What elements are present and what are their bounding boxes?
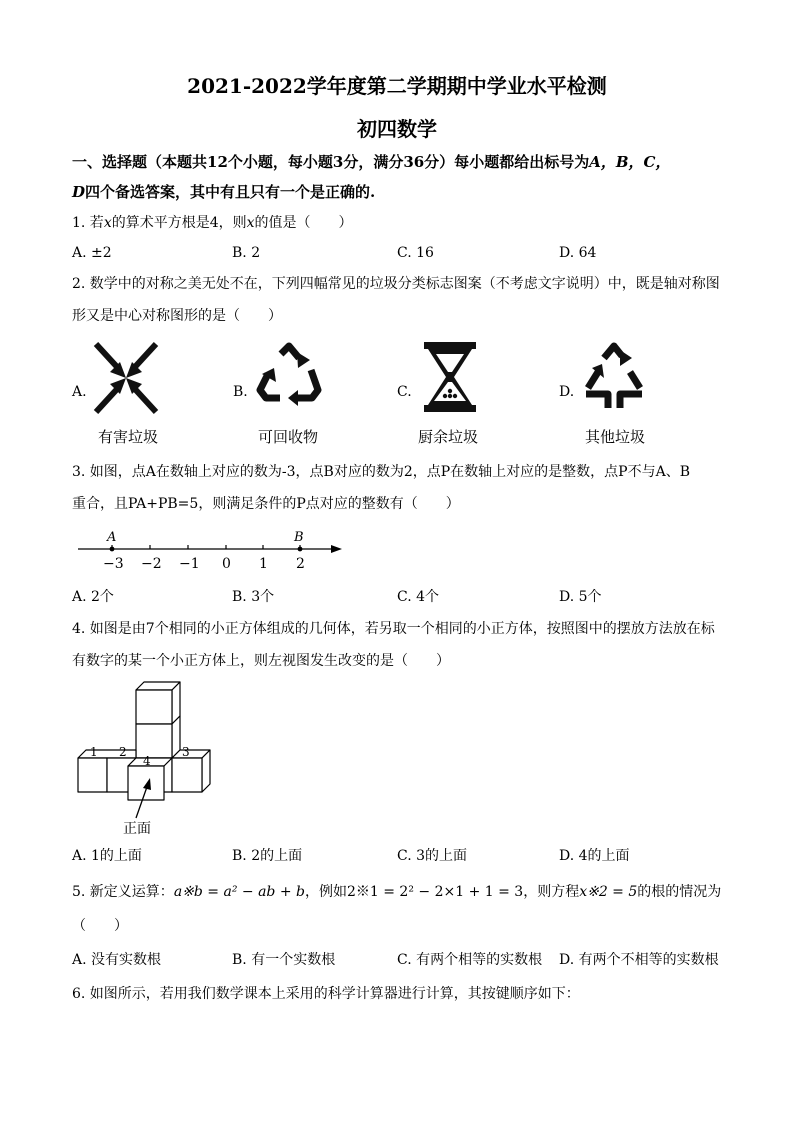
q1-text-a: 1. 若 — [72, 215, 104, 231]
tick-label-neg2: −2 — [141, 556, 162, 572]
number-line-arrow-icon — [331, 545, 342, 553]
q1-option-b: B. 2 — [232, 245, 261, 261]
tick-label-2: 2 — [296, 556, 305, 572]
q5-example: 2※1 = 2² − 2×1 + 1 = 3 — [346, 884, 524, 900]
point-b-label: B — [294, 530, 304, 545]
point-a-dot — [110, 547, 115, 552]
hazardous-waste-icon — [92, 340, 160, 416]
q2-option-a-label: A. — [72, 384, 87, 400]
q5-text-c: ，则方程 — [523, 884, 580, 900]
q1-var-x: x — [103, 215, 112, 231]
question-3-line1: 3. 如图，点A在数轴上对应的数为-3，点B对应的数为2，点P在数轴上对应的是整数，点P不与A、B — [72, 464, 690, 480]
section-heading-line1 — [72, 150, 732, 174]
section-heading-text2: 四个备选答案，其中有且只有一个是正确的. — [85, 183, 376, 201]
question-5-line2: （ ） — [72, 918, 128, 934]
point-b-dot — [298, 547, 303, 552]
exam-subtitle: 初四数学 — [357, 117, 437, 141]
q5-equation: x※2 = 5 — [579, 884, 638, 900]
q1-options — [72, 242, 732, 264]
q1-option-c: C. 16 — [397, 245, 434, 261]
question-4-line1: 4. 如图是由7个相同的小正方体组成的几何体，若另取一个相同的小正方体，按照图中的摆放方法放在标 — [72, 621, 715, 637]
q5-text-a: 5. 新定义运算： — [72, 884, 174, 900]
q3-option-a: A. 2个 — [72, 589, 114, 605]
q5-formula: a※b = a² − ab + b — [173, 884, 305, 900]
point-a-label: A — [107, 530, 117, 545]
q5-option-c: C. 有两个相等的实数根 — [397, 952, 543, 968]
q2-option-b-label: B. — [233, 384, 248, 400]
cube-label-3: 3 — [182, 745, 190, 759]
front-view-label: 正面 — [123, 821, 151, 837]
recyclable-icon — [254, 340, 324, 410]
q5-options — [72, 949, 732, 971]
q4-option-b: B. 2的上面 — [232, 848, 303, 864]
q2-option-d-label: D. — [559, 384, 575, 400]
question-1 — [72, 212, 732, 234]
tick-label-neg3: −3 — [103, 556, 124, 572]
question-4-line2: 有数字的某一个小正方体上，则左视图发生改变的是（ ） — [72, 653, 450, 669]
q5-option-b: B. 有一个实数根 — [232, 952, 336, 968]
q4-options — [72, 845, 732, 867]
cube-label-2: 2 — [119, 745, 127, 759]
q3-option-d: D. 5个 — [559, 589, 602, 605]
question-5-line1 — [72, 881, 732, 903]
kitchen-waste-icon — [420, 340, 480, 414]
q2-option-c-label: C. — [397, 384, 412, 400]
q5-text-d: 的根的情况为 — [637, 884, 722, 900]
q2-caption-b: 可回收物 — [258, 428, 319, 446]
q3-option-c: C. 4个 — [397, 589, 440, 605]
section-heading-letters: A，B，C， — [589, 153, 671, 171]
tick-label-neg1: −1 — [179, 556, 200, 572]
question-3-line2: 重合，且PA+PB=5，则满足条件的P点对应的整数有（ ） — [72, 496, 460, 512]
question-6-line1: 6. 如图所示，若用我们数学课本上采用的科学计算器进行计算，其按键顺序如下： — [72, 986, 580, 1002]
q1-var-x2: x — [246, 215, 255, 231]
cube-stack-figure — [72, 680, 222, 840]
cube-label-1: 1 — [90, 745, 98, 759]
section-heading-letter-d: D — [72, 183, 86, 201]
other-waste-icon — [582, 340, 646, 416]
q1-text-c: 的值是（ ） — [254, 215, 353, 231]
q2-caption-a: 有害垃圾 — [98, 428, 159, 446]
q4-option-c: C. 3的上面 — [397, 848, 468, 864]
tick-label-0: 0 — [222, 556, 231, 572]
exam-title: 2021-2022学年度第二学期期中学业水平检测 — [187, 74, 607, 98]
section-heading-text: 一、选择题（本题共12个小题，每小题3分，满分36分）每小题都给出标号为 — [72, 153, 590, 171]
q1-option-a: A. ±2 — [72, 245, 112, 261]
section-heading-line2 — [72, 180, 732, 204]
q1-text-b: 的算术平方根是4，则 — [111, 215, 247, 231]
q5-text-b: ，例如 — [304, 884, 347, 900]
tick-label-1: 1 — [259, 556, 268, 572]
q3-options — [72, 586, 732, 608]
question-2-line1: 2. 数学中的对称之美无处不在，下列四幅常见的垃圾分类标志图案（不考虑文字说明）中，既是轴对称图 — [72, 276, 720, 292]
q4-option-a: A. 1的上面 — [72, 848, 142, 864]
q4-option-d: D. 4的上面 — [559, 848, 630, 864]
q5-option-d: D. 有两个不相等的实数根 — [559, 952, 719, 968]
cube-label-4: 4 — [143, 754, 151, 768]
q2-caption-c: 厨余垃圾 — [418, 428, 479, 446]
number-line-figure — [72, 528, 352, 574]
question-2-line2: 形又是中心对称图形的是（ ） — [72, 308, 282, 324]
q5-option-a: A. 没有实数根 — [72, 952, 162, 968]
q1-option-d: D. 64 — [559, 245, 597, 261]
q2-caption-d: 其他垃圾 — [585, 428, 646, 446]
q3-option-b: B. 3个 — [232, 589, 275, 605]
